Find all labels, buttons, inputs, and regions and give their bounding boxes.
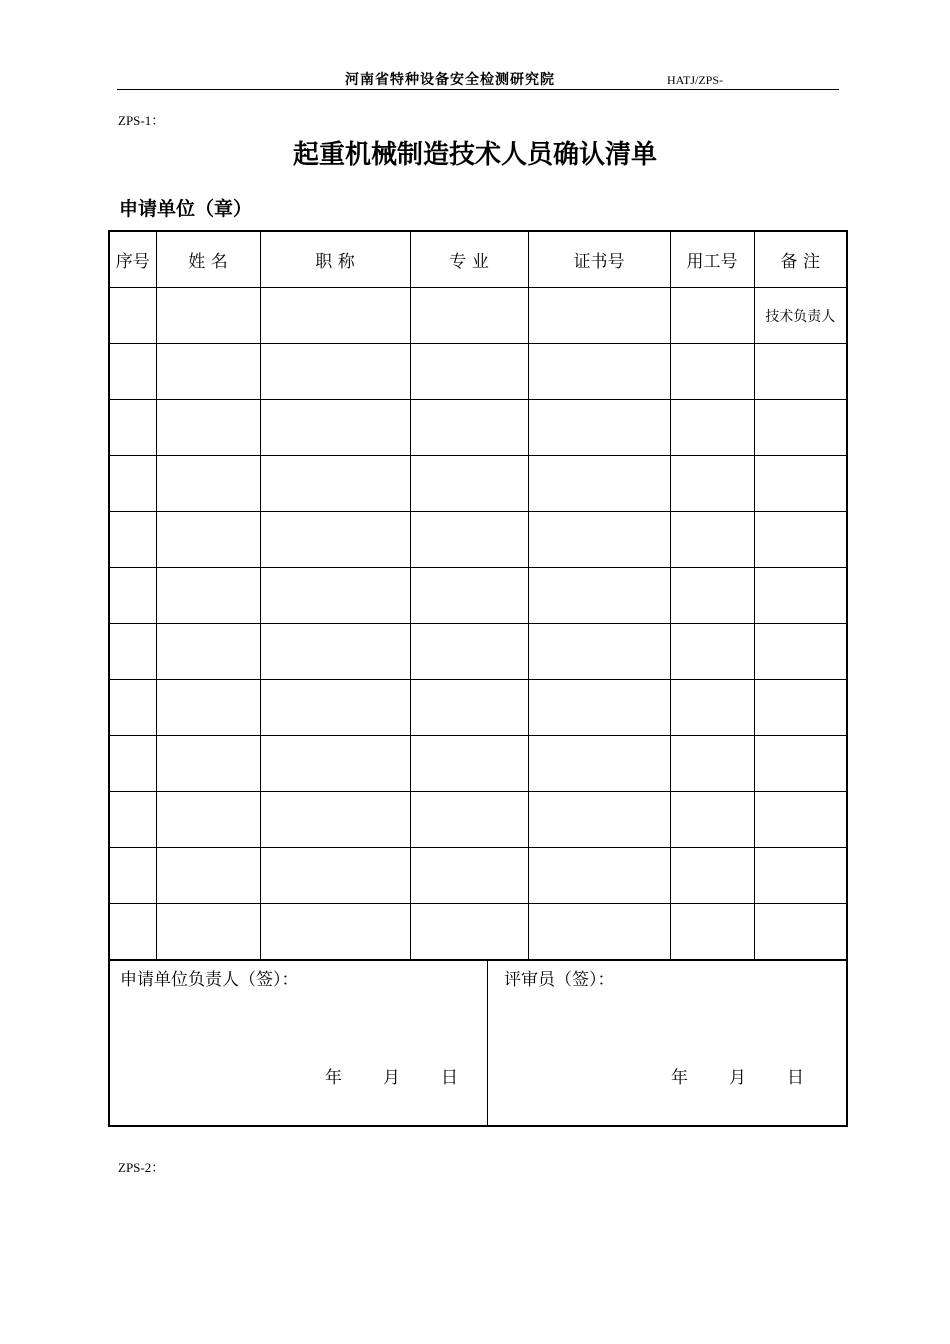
table-cell[interactable] — [754, 456, 847, 512]
table-cell[interactable] — [670, 624, 754, 680]
table-cell[interactable] — [528, 904, 670, 961]
table-cell[interactable] — [410, 568, 528, 624]
table-cell[interactable] — [528, 848, 670, 904]
table-cell[interactable] — [260, 792, 410, 848]
table-row — [109, 792, 847, 848]
table-cell[interactable] — [754, 344, 847, 400]
table-cell[interactable] — [754, 512, 847, 568]
table-cell[interactable] — [410, 400, 528, 456]
column-header-index: 序号 — [109, 231, 156, 288]
table-row — [109, 568, 847, 624]
table-cell[interactable] — [754, 736, 847, 792]
table-cell[interactable] — [109, 624, 156, 680]
table-cell[interactable] — [260, 512, 410, 568]
table-cell[interactable] — [410, 512, 528, 568]
table-cell[interactable] — [109, 512, 156, 568]
table-cell[interactable] — [528, 456, 670, 512]
table-row — [109, 344, 847, 400]
table-cell[interactable] — [156, 344, 260, 400]
table-cell[interactable] — [754, 568, 847, 624]
table-cell[interactable] — [670, 512, 754, 568]
column-header-remarks: 备 注 — [754, 231, 847, 288]
table-cell[interactable] — [754, 624, 847, 680]
table-cell[interactable] — [410, 288, 528, 344]
personnel-table — [108, 230, 848, 961]
table-cell[interactable] — [528, 680, 670, 736]
table-cell[interactable] — [109, 792, 156, 848]
header-organization: 河南省特种设备安全检测研究院 — [345, 72, 555, 88]
table-cell[interactable] — [670, 848, 754, 904]
table-cell[interactable] — [260, 288, 410, 344]
applicant-unit-label: 申请单位（章） — [119, 198, 253, 220]
table-cell[interactable] — [528, 512, 670, 568]
table-row — [109, 680, 847, 736]
table-cell[interactable] — [260, 736, 410, 792]
table-cell[interactable] — [156, 288, 260, 344]
signature-divider — [487, 961, 488, 1125]
table-row — [109, 904, 847, 961]
table-cell[interactable] — [754, 904, 847, 961]
column-header-name: 姓 名 — [156, 231, 260, 288]
reviewer-date-month: 月 — [729, 1068, 746, 1088]
table-cell[interactable] — [156, 736, 260, 792]
table-cell[interactable] — [754, 680, 847, 736]
applicant-date-day: 日 — [441, 1068, 458, 1088]
table-cell[interactable] — [670, 456, 754, 512]
applicant-date-month: 月 — [383, 1068, 400, 1088]
table-cell[interactable] — [156, 680, 260, 736]
table-cell[interactable] — [410, 736, 528, 792]
table-cell[interactable] — [410, 456, 528, 512]
table-cell[interactable] — [109, 344, 156, 400]
table-cell[interactable] — [528, 344, 670, 400]
table-cell[interactable] — [156, 456, 260, 512]
table-row — [109, 736, 847, 792]
table-cell[interactable] — [156, 568, 260, 624]
header-rule — [117, 89, 839, 90]
table-cell[interactable] — [670, 400, 754, 456]
column-header-major: 专 业 — [410, 231, 528, 288]
table-cell[interactable] — [260, 400, 410, 456]
table-cell[interactable] — [109, 848, 156, 904]
table-cell[interactable] — [528, 736, 670, 792]
table-row — [109, 456, 847, 512]
page-title: 起重机械制造技术人员确认清单 — [292, 140, 657, 170]
applicant-signature-label: 申请单位负责人（签）： — [120, 970, 299, 990]
table-cell[interactable] — [754, 792, 847, 848]
table-cell[interactable] — [410, 904, 528, 961]
column-header-certificate: 证书号 — [528, 231, 670, 288]
table-cell[interactable] — [156, 400, 260, 456]
column-header-employee-id: 用工号 — [670, 231, 754, 288]
table-cell[interactable] — [528, 568, 670, 624]
table-cell[interactable] — [670, 736, 754, 792]
table-row — [109, 624, 847, 680]
table-cell[interactable] — [260, 456, 410, 512]
table-cell[interactable] — [528, 792, 670, 848]
table-cell[interactable] — [670, 792, 754, 848]
table-cell[interactable] — [156, 904, 260, 961]
table-row — [109, 400, 847, 456]
reviewer-signature-label: 评审员（签）： — [504, 970, 615, 990]
table-cell[interactable] — [670, 568, 754, 624]
table-cell[interactable] — [670, 904, 754, 961]
table-cell[interactable] — [410, 792, 528, 848]
table-header-row — [109, 231, 847, 288]
table-cell[interactable] — [528, 624, 670, 680]
table-cell[interactable] — [260, 568, 410, 624]
applicant-date-year: 年 — [325, 1068, 342, 1088]
column-header-title: 职 称 — [260, 231, 410, 288]
table-cell[interactable] — [109, 456, 156, 512]
table-cell[interactable] — [410, 344, 528, 400]
table-cell[interactable] — [109, 736, 156, 792]
table-cell[interactable] — [528, 288, 670, 344]
table-cell[interactable] — [754, 848, 847, 904]
form-code: ZPS-1： — [118, 113, 165, 128]
table-cell[interactable] — [260, 624, 410, 680]
table-cell[interactable] — [260, 344, 410, 400]
table-row — [109, 512, 847, 568]
table-cell[interactable] — [109, 904, 156, 961]
table-cell[interactable] — [156, 624, 260, 680]
table-cell[interactable] — [410, 624, 528, 680]
signature-section — [108, 961, 848, 1127]
table-cell[interactable] — [260, 680, 410, 736]
table-row — [109, 848, 847, 904]
table-cell[interactable] — [109, 568, 156, 624]
table-cell[interactable] — [670, 344, 754, 400]
table-row — [109, 288, 847, 344]
table-cell[interactable] — [109, 400, 156, 456]
header-doc-code: HATJ/ZPS- — [667, 73, 724, 87]
table-cell[interactable] — [109, 680, 156, 736]
table-cell[interactable] — [670, 288, 754, 344]
table-cell[interactable] — [754, 400, 847, 456]
table-cell[interactable] — [156, 848, 260, 904]
reviewer-date-year: 年 — [671, 1068, 688, 1088]
table-cell[interactable] — [670, 680, 754, 736]
table-cell[interactable] — [109, 288, 156, 344]
table-cell[interactable] — [410, 680, 528, 736]
remark-technical-lead: 技术负责人 — [754, 288, 847, 344]
table-cell[interactable] — [156, 512, 260, 568]
reviewer-date-day: 日 — [787, 1068, 804, 1088]
next-form-code: ZPS-2： — [118, 1160, 165, 1175]
table-cell[interactable] — [260, 904, 410, 961]
table-cell[interactable] — [260, 848, 410, 904]
table-cell[interactable] — [528, 400, 670, 456]
table-cell[interactable] — [156, 792, 260, 848]
table-cell[interactable] — [410, 848, 528, 904]
